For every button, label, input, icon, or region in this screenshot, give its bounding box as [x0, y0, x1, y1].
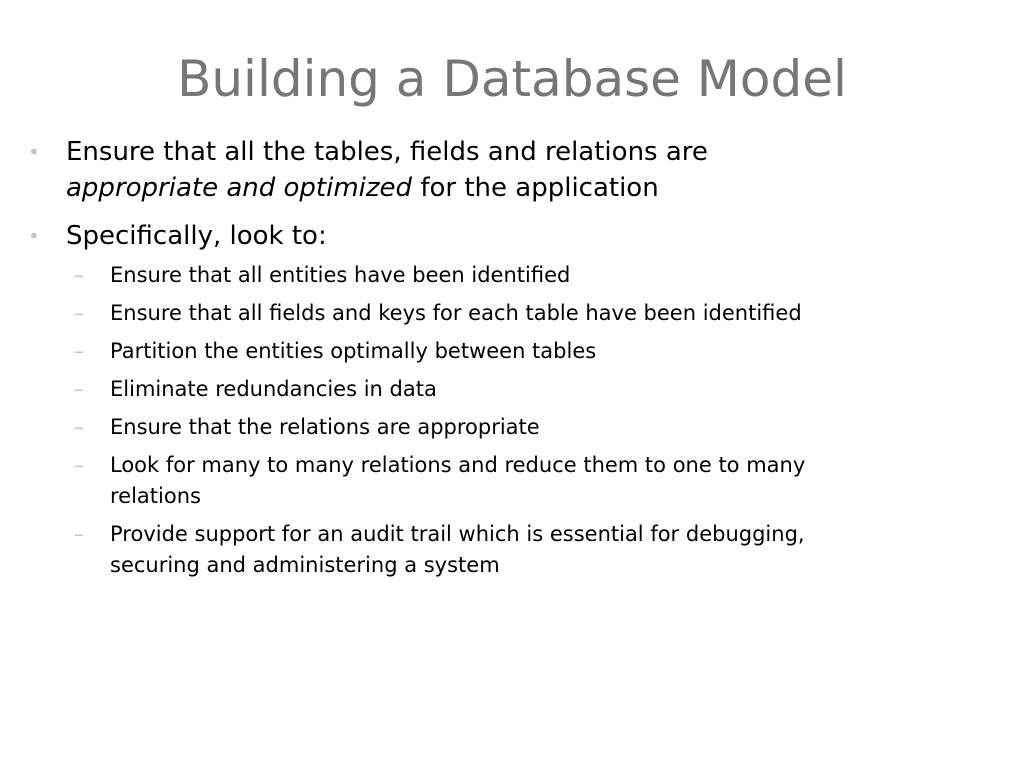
sub-bullet-text: Look for many to many relations and reduce them to one to many relations — [110, 453, 806, 508]
slide-content — [28, 134, 928, 588]
dash-icon: – — [74, 522, 84, 546]
sub-bullet-text: Eliminate redundancies in data — [110, 377, 437, 401]
dash-icon: – — [74, 453, 84, 477]
sub-bullet-item — [74, 298, 928, 329]
sub-bullet-text: Ensure that the relations are appropriate — [110, 415, 540, 439]
sub-bullet-item — [74, 374, 928, 405]
bullet-dot-icon: • — [28, 140, 40, 164]
dash-icon: – — [74, 263, 84, 287]
bullet-dot-icon: • — [28, 224, 40, 248]
bullet-item — [28, 134, 928, 206]
sub-bullet-item — [74, 450, 928, 512]
sub-bullet-list — [74, 260, 928, 581]
sub-bullet-text: Ensure that all entities have been identified — [110, 263, 571, 287]
sub-bullet-item — [74, 260, 928, 291]
dash-icon: – — [74, 377, 84, 401]
bullet-text — [66, 134, 708, 206]
bullet-text-line1: Ensure that all the tables, fields and relations are — [66, 137, 708, 167]
sub-bullet-text: Provide support for an audit trail which is essential for debugging, securing and administering a system — [110, 522, 805, 577]
sub-bullet-text: Ensure that all fields and keys for each table have been identified — [110, 301, 802, 325]
bullet-text-rest: for the application — [412, 173, 659, 203]
dash-icon: – — [74, 339, 84, 363]
dash-icon: – — [74, 301, 84, 325]
bullet-item — [28, 218, 928, 254]
sub-bullet-item — [74, 412, 928, 443]
sub-bullet-text: Partition the entities optimally between tables — [110, 339, 597, 363]
sub-bullet-item — [74, 336, 928, 367]
bullet-text-italic: appropriate and optimized — [66, 173, 413, 203]
bullet-text: Specifically, look to: — [66, 221, 327, 251]
dash-icon: – — [74, 415, 84, 439]
slide-title: Building a Database Model — [177, 50, 847, 108]
sub-bullet-item — [74, 519, 928, 581]
